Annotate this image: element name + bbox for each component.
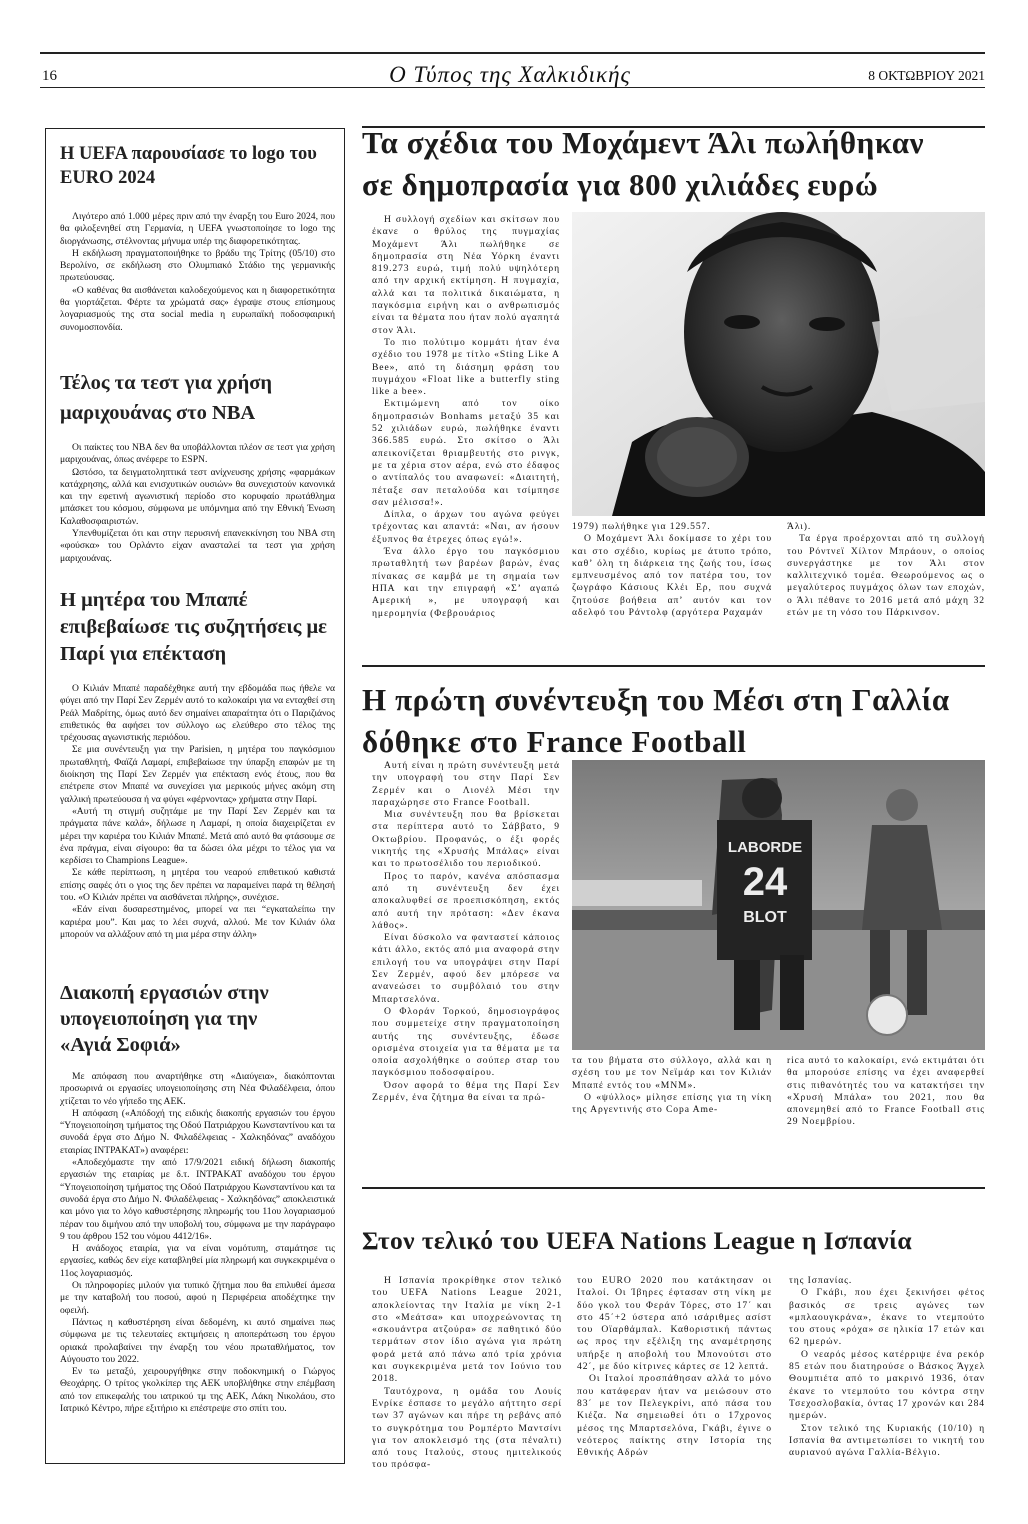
ali-photo xyxy=(572,212,985,516)
nba-article xyxy=(60,368,335,565)
nations-headline: Στον τελικό του UEFA Nations League η Ισπανία xyxy=(362,1226,913,1255)
paragraph: Σε κάθε περίπτωση, η μητέρα του νεαρού επιθετικού καθιστά επίσης σαφές ότι ο γιος της δεν πρέπει να παραμείνει παρά τη θέλησή του. «Ο Κιλιάν πρέπει να αισθάνεται πλήρης», συνέχισε. xyxy=(60,867,335,904)
paragraph: rica αυτό το καλοκαίρι, ενώ εκτιμάται ότι θα μπορούσε επίσης να έχει αναφερθεί στις πιθανότητές του να κατακτήσει την «Χρυσή Μπάλα» του 2021, που θα απονεμηθεί από το France Football στις 29 Νοεμβρίου. xyxy=(787,1055,985,1128)
paragraph: Πάντως η καθυστέρηση είναι δεδομένη, κι αυτό σημαίνει πως σύμφωνα με τις τελευταίες εκτιμήσεις η αποπεράτωση του έργου οριακά προλαβαίνει την έναρξη του νέου πρωταθλήματος, τον Αύγουστο του 2022. xyxy=(60,1316,335,1365)
paragraph: Ο «ψύλλος» μίλησε επίσης για τη νίκη της Αργεντινής στο Copa Ame- xyxy=(572,1091,772,1116)
messi-headline xyxy=(362,679,985,763)
paragraph: Στον τελικό της Κυριακής (10/10) η Ισπανία θα αντιμετωπίσει το νικητή του αυριανού αγώνα Γαλλία-Βέλγιο. xyxy=(789,1422,985,1459)
paragraph: Ο Φλοράν Τορκού, δημοσιογράφος που συμμετείχε στην πραγματοποίηση αυτής της συνέντευξης, έδωσε ορισμένα στοιχεία για τα θέματα με τα οποία ασχολήθηκε ο σούπερ σταρ του παγκόσμιου ποδοσφαίρου. xyxy=(372,1005,560,1079)
paragraph: Οι πληροφορίες μιλούν για τυπικό ζήτημα που θα επιλυθεί άμεσα με την καταβολή του ποσού, αφού η Περιφέρεια αποδέχτηκε την οφειλή. xyxy=(60,1280,335,1316)
messi-top-rule xyxy=(362,665,985,667)
paragraph: Η συλλογή σχεδίων και σκίτσων που έκανε ο θρύλος της πυγμαχίας Μοχάμεντ Άλι πωλήθηκε σε δημοπρασία στη Νέα Υόρκη έναντι 819.273 ευρώ, τιμή πολύ υψηλότερη από την αρχική εκτίμηση. Η πυγμαχία, αλλά και τα πολιτικά δικαιώματα, η παγκόσμια ειρήνη και ο ανθρωπισμός είναι τα θέματα που ήταν πολύ αγαπητά στον Άλι. xyxy=(372,214,560,336)
ali-headline xyxy=(362,122,985,206)
paragraph: Οι Ιταλοί προσπάθησαν αλλά το μόνο που κατάφεραν ήταν να μειώσουν στο 83΄ με τον Πελεγκρίνι, από πάσα του Κιέζα. Να σημειωθεί ότι ο 17χρονος μέσος της Μπαρτσελόνα, Γκάβι, έγινε ο νεότερος παίκτης στην Ιστορία της Εθνικής Αδρών xyxy=(577,1373,772,1459)
paragraph: Ο νεαρός μέσος κατέρριψε ένα ρεκόρ 85 ετών που διατηρούσε ο Βάσκος Άγχελ Θουμπιέτα από το μακρινό 1936, όταν έκανε το ντεμπούτο του κόντρα στην Τσεχοσλοβακία, όντας 17 χρονών και 284 ημερών. xyxy=(789,1348,985,1422)
paragraph: Ωστόσο, τα δειγματοληπτικά τεστ ανίχνευσης χρήσης «φαρμάκων κατάχρησης, αλλά και ενισχυτικών ουσιών» θα συνεχιστούν κανονικά και την εφετινή αγωνιστική περίοδο στο κορυφαίο πρωτάθλημα μπάσκετ του κόσμου, σύμφωνα με υπόμνημα από την Εθνική Ένωση Καλαθοσφαιριστών. xyxy=(60,466,335,527)
match-action-image xyxy=(572,760,985,1050)
paragraph: «Ο καθένας θα αισθάνεται καλοδεχούμενος και η διαφορετικότητα θα γιορτάζεται. Φέρτε τα χρώματά σας» έγραψε στους επίσημους λογαριασμούς της στα social media η ευρωπαϊκή ποδοσφαιρική συνομοσπονδία. xyxy=(60,284,335,333)
paragraph: Οι παίκτες του NBA δεν θα υποβάλλονται πλέον σε τεστ για χρήση μαριχουάνας, όπως ανέφερε το ESPN. xyxy=(60,442,335,466)
nations-column-3 xyxy=(789,1275,985,1459)
agia-sofia-body xyxy=(60,1071,335,1415)
masthead: Ο Τύπος της Χαλκιδικής xyxy=(389,62,631,87)
mbappe-article xyxy=(60,587,335,941)
paragraph: του EURO 2020 που κατάκτησαν οι Ιταλοί. Οι Ίβηρες έφτασαν στη νίκη με δύο γκολ του Φεράν Τόρες, στο 17΄ και στο 45΄+2 ύστερα από ισάριθμες ασίστ του Οϊαρθάμπαλ. Καθοριστική πάντως ως προς την εξέλιξη της αναμέτρησης υπήρξε η αποβολή του Μπονούτσι στο 42΄, με δύο κίτρινες κάρτες σε 12 λεπτά. xyxy=(577,1275,772,1373)
paragraph: Προς το παρόν, κανένα απόσπασμα από τη συνέντευξη δεν έχει αποκαλυφθεί σε προεπισκόπηση, εκτός από αυτή την πρόταση: «Δεν έκανα λάθος». xyxy=(372,870,560,931)
messi-column-1 xyxy=(372,760,560,1104)
paragraph: τα του βήματα στο σύλλογο, αλλά και η σχέση του με τον Νεϊμάρ και τον Κιλιάν Μπαπέ εντός του «ΜΝΜ». xyxy=(572,1055,772,1091)
paragraph: Σε μια συνέντευξη για την Parisien, η μητέρα του παγκόσμιου πρωταθλητή, Φαϊζά Λαμαρί, επιβεβαίωσε την ύπαρξη επαφών με τη διοίκηση της Παρί Σεν Ζερμέν για επέκταση ενός έτους, που θα επέτρεπε στον Μπαπέ να συνεχίσει για μερικούς μήνες ακόμη στη γαλλική πρωτεύουσα ή να φύγει «φέρνοντας» χρήματα στην Παρί. xyxy=(60,744,335,805)
header-bottom-rule xyxy=(40,87,985,88)
paragraph: «Εάν είναι δυσαρεστημένος, μπορεί να πει “εγκαταλείπω την καριέρα μου”. Και μας το λέει συχνά, αλλού. Με τον Κιλιάν όλα μπορούν να αλλάξουν από τη μια μέρα στην άλλη» xyxy=(60,904,335,940)
header-top-rule xyxy=(40,52,985,54)
nba-title: Τέλος τα τεστ για χρήση μαριχουάνας στο NBA xyxy=(60,372,272,424)
messi-photo xyxy=(572,760,985,1050)
paragraph: Αυτή είναι η πρώτη συνέντευξη μετά την υπογραφή του στην Παρί Σεν Ζερμέν και ο Λιονέλ Μέσι την παραχώρησε στο France Football. xyxy=(372,760,560,808)
ali-column-3 xyxy=(787,521,985,619)
nations-column-2 xyxy=(577,1275,772,1459)
paragraph: Η ανάδοχος εταιρία, για να είναι νομότυπη, σταμάτησε τις εργασίες, καθώς δεν είχε καταβληθεί μία πληρωμή και συγκεκριμένα ο 11ος λογαριασμός. xyxy=(60,1243,335,1279)
paragraph: 1979) πωλήθηκε για 129.557. xyxy=(572,521,711,532)
paragraph: Ταυτόχρονα, η ομάδα του Λουίς Ενρίκε έσπασε το μεγάλο αήττητο σερί των 37 αγώνων και πήρε τη ρεβάνς από το συγκρότημα του Ρομπέρτο Μαντσίνι για τον αποκλεισμό της (στα πέναλτι) από τους Ιταλούς, στους ημιτελικούς του πρόσφα- xyxy=(372,1385,562,1471)
nba-body xyxy=(60,442,335,565)
paragraph: Τα έργα προέρχονται από τη συλλογή του Ρόντνεϊ Χίλτον Μπράουν, ο οποίος συνεργάστηκε με τον Άλι στον καλλιτεχνικό τομέα. Θεωρούμενος ως ο μεγαλύτερος πυγμάχος όλων των εποχών, ο Άλι πέθανε το 2016 μετά από μάχη 32 ετών με τη νόσο του Πάρκινσον. xyxy=(787,533,985,619)
paragraph: Με απόφαση που αναρτήθηκε στη «Διαύγεια», διακόπτονται προσωρινά οι εργασίες υπογειοποίησης στη Νέα Φιλαδέλφεια, όπου χτίζεται το νέο γήπεδο της ΑΕΚ. xyxy=(60,1071,335,1107)
ali-column-2 xyxy=(572,521,772,619)
paragraph: «Αυτή τη στιγμή συζητάμε με την Παρί Σεν Ζερμέν και τα πράγματα πάνε καλά», δήλωσε η Λαμαρί, η οποία διαχειρίζεται εν μέρει την καριέρα του Κιλιάν Μπαπέ. Μετά από αυτό θα φτάσουμε σε ένα πράγμα, είναι σίγουρο: θα τα δώσει όλα μέχρι το τέλος για να κερδίσει το Champions League». xyxy=(60,805,335,867)
uefa-logo-article xyxy=(60,142,335,334)
paragraph: «Αποδεχόμαστε την από 17/9/2021 ειδική δήλωση διακοπής εργασιών της εταιρίας με δ.τ. ΙΝΤΡΑΚΑΤ αναδόχου του έργου “Υπογειοποίηση τμήματος της Οδού Πατριάρχου Κωνσταντίνου και τα συνοδά έργα στο Δήμο Ν. Φιλαδέλφειας - Χαλκηδόνας” αποκλειστικά και μόνο για το λόγο καθυστέρησης πληρωμής του 11ου λογαριασμού πέραν του διμήνου από την υποβολή του, σύμφωνα με την παράγραφο 9 του άρθρου 152 του νόμου 4412/16». xyxy=(60,1157,335,1242)
nations-column-1 xyxy=(372,1275,562,1472)
paragraph: Όσον αφορά το θέμα της Παρί Σεν Ζερμέν, ένα ζήτημα θα είναι τα πρώ- xyxy=(372,1079,560,1104)
paragraph: Η εκδήλωση πραγματοποιήθηκε το βράδυ της Τρίτης (05/10) στο Βερολίνο, σε εκδήλωση στο Ολυμπιακό Στάδιο της γερμανικής πρωτεύουσας. xyxy=(60,247,335,284)
paragraph: Ο Κιλιάν Μπαπέ παραδέχθηκε αυτή την εβδομάδα πως ήθελε να φύγει από την Παρί Σεν Ζερμέν αυτό το καλοκαίρι για να ενταχθεί στη Ρεάλ Μαδρίτης, όμως αυτό δεν σημαίνει απαραίτητα ότι ο Παριζιάνος επιθετικός θα αφήσει τον σύλλογο ως ελεύθερο στο τέλος της τρέχουσας αγωνιστικής περιόδου. xyxy=(60,683,335,744)
paragraph: Εν τω μεταξύ, χειρουργήθηκε στην ποδοκνημική ο Γιώργος Θεοχάρης. Ο τρίτος γκολκίπερ της ΑΕΚ υποβλήθηκε στην επέμβαση από τον επικεφαλής του ιατρικού τμ της ΑΕΚ, Λάκη Νικολάου, στο Ιατρικό Κέντρο, πήρε εξιτήριο κι επέστρεψε στο σπίτι του. xyxy=(60,1366,335,1415)
jersey-sponsor: BLOT xyxy=(743,909,787,926)
agia-sofia-title: Διακοπή εργασιών στην υπογειοποίηση για την «Αγιά Σοφιά» xyxy=(60,982,269,1056)
jersey-name: LABORDE xyxy=(727,839,803,856)
uefa-logo-title: Η UEFA παρουσίασε το logo του EURO 2024 xyxy=(60,144,317,188)
issue-date: 8 ΟΚΤΩΒΡΙΟΥ 2021 xyxy=(868,68,985,83)
paragraph: Μια συνέντευξη που θα βρίσκεται στα περίπτερα αυτό το Σάββατο, 9 Οκτωβρίου. Προφανώς, ο έξι φορές νικητής της «Χρυσής Μπάλας» είναι και το πρωτοσέλιδο του περιοδικού. xyxy=(372,809,560,870)
paragraph: Ο Μοχάμεντ Άλι δοκίμασε το χέρι του και στο σχέδιο, κυρίως με άτυπο τρόπο, καθ’ όλη τη διάρκεια της ζωής του, ίσως εμπνευσμένος από τον πατέρα του, τον ζωγράφο Κάσιους Κλέι Ερ, που συχνά ζητούσε βοήθεια απ’ αυτόν και τον αδελφό του Ράντολφ (αργότερα Ραχαμάν xyxy=(572,533,772,619)
paragraph: Εκτιμώμενη από τον οίκο δημοπρασιών Bonhams μεταξύ 35 και 52 χιλιάδων ευρώ, πωλήθηκε έναντι 366.585 ευρώ. Στο σκίτσο ο Άλι απεικονίζεται θριαμβευτής στο ρινγκ, με τα χέρια στον αέρα, ενώ στο έδαφος ο αντίπαλός του αναφωνεί: «Διαιτητή, πέταξε σαν πεταλούδα και τσίμπησε σαν μέλισσα!». xyxy=(372,398,560,508)
ali-headline-line-2: σε δημοπρασία για 800 χιλιάδες ευρώ xyxy=(362,167,879,202)
uefa-logo-body xyxy=(60,211,335,334)
paragraph: της Ισπανίας. xyxy=(789,1275,853,1286)
agia-sofia-article xyxy=(60,980,335,1415)
paragraph: Λιγότερο από 1.000 μέρες πριν από την έναρξη του Euro 2024, που θα φιλοξενηθεί στη Γερμανία, η UEFA γνωστοποίησε το logo της διοργάνωσης, στέλνοντας μήνυμα υπέρ της διαφορετικότητας. xyxy=(60,211,335,247)
paragraph: Ένα άλλο έργο του παγκόσμιου πρωταθλητή των βαρέων βαρών, ένας πίνακας σε καμβά με τη σημαία των ΗΠΑ και την επιγραφή «Σ’ αγαπώ Αμερική », με υπογραφή και ημερομηνία (Φεβρουάριος xyxy=(372,546,560,619)
ali-portrait-image xyxy=(572,212,985,516)
messi-column-3 xyxy=(787,1055,985,1129)
paragraph: Ο Γκάβι, που έχει ξεκινήσει φέτος βασικός σε τρεις αγώνες των «μπλαουγκράνα», έκανε το ντεμπούτο του στους «ρόχα» σε ηλικία 17 ετών και 62 ημερών. xyxy=(789,1287,985,1348)
messi-headline-line-1: Η πρώτη συνέντευξη του Μέσι στη Γαλλία xyxy=(362,682,950,717)
paragraph: Η Ισπανία προκρίθηκε στον τελικό του UEFA Nations League 2021, αποκλείοντας την Ιταλία με νίκη 2-1 στο «Μεάτσα» και υποχρεώνοντας τη «σκουάντρα ατζούρα» σε παθητικό δύο τερμάτων στον ίδιο αγώνα για πρώτη φορά μετά από πάνω από τρία χρόνια και συγκεκριμένα μετά τον Ιούνιο του 2018. xyxy=(372,1275,562,1385)
messi-column-2 xyxy=(572,1055,772,1116)
ali-headline-line-1: Τα σχέδια του Μοχάμεντ Άλι πωλήθηκαν xyxy=(362,125,925,160)
paragraph: Το πιο πολύτιμο κομμάτι ήταν ένα σχέδιο του 1978 με τίτλο «Sting Like A Bee», από τη διάσημη φράση του πυγμάχου «Float like a butterfly sting like a bee». xyxy=(372,336,560,398)
messi-headline-line-2: δόθηκε στο France Football xyxy=(362,724,747,759)
paragraph: Άλι). xyxy=(787,521,812,532)
paragraph: Δίπλα, ο άρχων του αγώνα φεύγει τρέχοντας και απαντά: «Ναι, αν ήσουν έξυπνος θα έτρεχες όπως εγώ!». xyxy=(372,509,560,545)
jersey-number: 24 xyxy=(742,860,788,904)
nations-top-rule xyxy=(362,1187,985,1189)
paragraph: Η απόφαση («Απόδοχή της ειδικής διακοπής εργασιών του έργου “Υπογειοποίηση τμήματος της Οδού Πατριάρχου Κωνσταντίνου και τα συνοδά έργα στο Δήμο Ν. Φιλαδέλφειας - Χαλκηδόνας” αναδόχου εταιρίας ΙΝΤΡΑΚΑΤ») αναφέρει: xyxy=(60,1107,335,1156)
mbappe-title: Η μητέρα του Μπαπέ επιβεβαίωσε τις συζητήσεις με Παρί για επέκταση xyxy=(60,589,327,665)
page-number: 16 xyxy=(42,68,57,84)
paragraph: Υπενθυμίζεται ότι και στην περυσινή επανεκκίνηση του NBA στη «φούσκα» του Ορλάντο είχαν ανασταλεί τα τεστ για χρήση μαριχουάνας. xyxy=(60,528,335,564)
mbappe-body xyxy=(60,683,335,941)
paragraph: Είναι δύσκολο να φανταστεί κάποιος κάτι άλλο, εκτός από μια αναφορά στην επιλογή του να υπογράψει στην Παρί Σεν Ζερμέν, αφού δεν μπόρεσε να ανανεώσει το συμβόλαιό του στην Μπαρτσελόνα. xyxy=(372,932,560,1005)
ali-column-1 xyxy=(372,214,560,620)
